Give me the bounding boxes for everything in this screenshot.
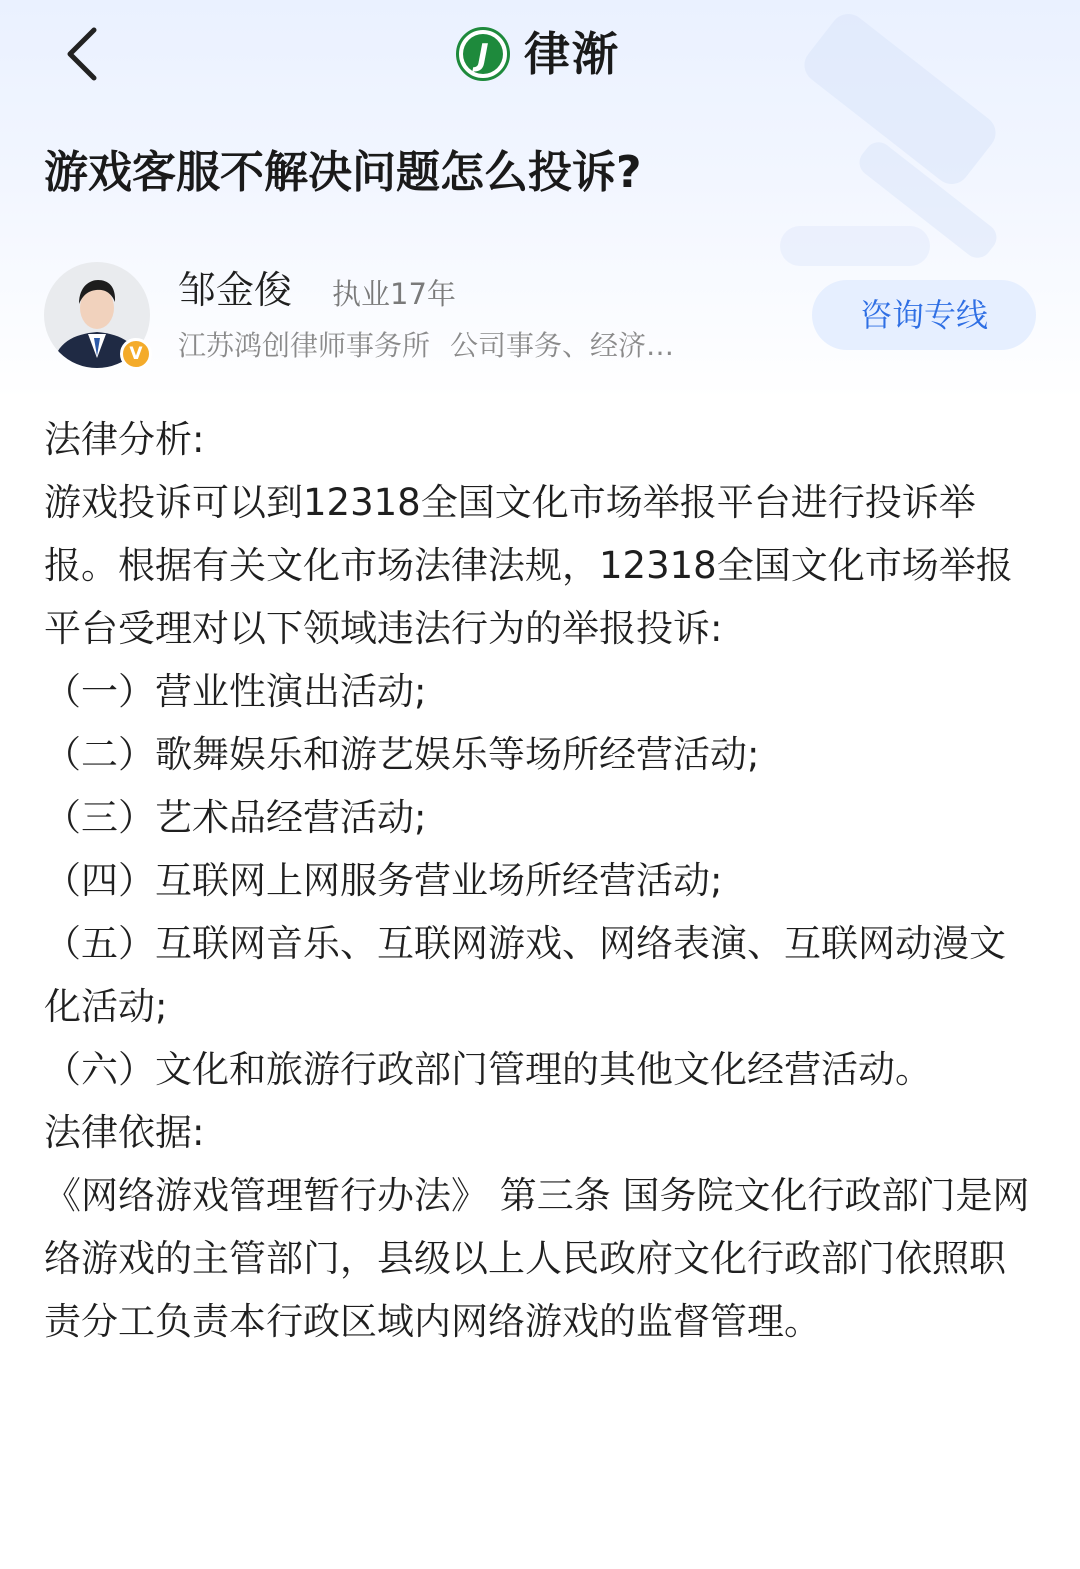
brand-logo-letter: J [477,38,489,73]
consult-hotline-button[interactable]: 咨询专线 [812,280,1036,350]
top-navigation-bar [0,0,1080,110]
law-firm-name: 江苏鸿创律师事务所 [178,329,431,362]
list-item: （一）营业性演出活动; [44,670,427,713]
list-item: （四）互联网上网服务营业场所经营活动; [44,859,723,902]
list-item: （五）互联网音乐、互联网游戏、网络表演、互联网动漫文化活动; [44,922,1006,1028]
brand-logo-icon [456,27,510,81]
list-item: （六）文化和旅游行政部门管理的其他文化经营活动。 [44,1048,932,1091]
analysis-paragraph: 游戏投诉可以到12318全国文化市场举报平台进行投诉举报。根据有关文化市场法律法规，12318全国文化市场举报平台受理对以下领域违法行为的举报投诉: [44,481,1013,650]
firm-and-specialties [178,324,778,368]
list-item: （三）艺术品经营活动; [44,796,427,839]
specialties-text: 公司事务、经济… [450,329,675,362]
basis-paragraph: 《网络游戏管理暂行办法》 第三条 国务院文化行政部门是网络游戏的主管部门，县级以上人民政府文化行政部门依照职责分工负责本行政区域内网络游戏的监督管理。 [44,1174,1030,1343]
analysis-heading: 法律分析: [44,418,205,461]
basis-heading: 法律依据: [44,1111,205,1154]
brand-name: 律渐 [524,27,620,81]
verified-badge: V [120,338,152,370]
practice-years: 执业17年 [332,277,456,311]
author-card [44,262,1044,372]
article-body [44,408,1036,1353]
lawyer-name[interactable]: 邹金俊 [178,268,293,312]
back-arrow-icon[interactable] [52,22,116,86]
brand [456,22,620,86]
page-title: 游戏客服不解决问题怎么投诉? [44,147,642,198]
list-item: （二）歌舞娱乐和游艺娱乐等场所经营活动; [44,733,760,776]
